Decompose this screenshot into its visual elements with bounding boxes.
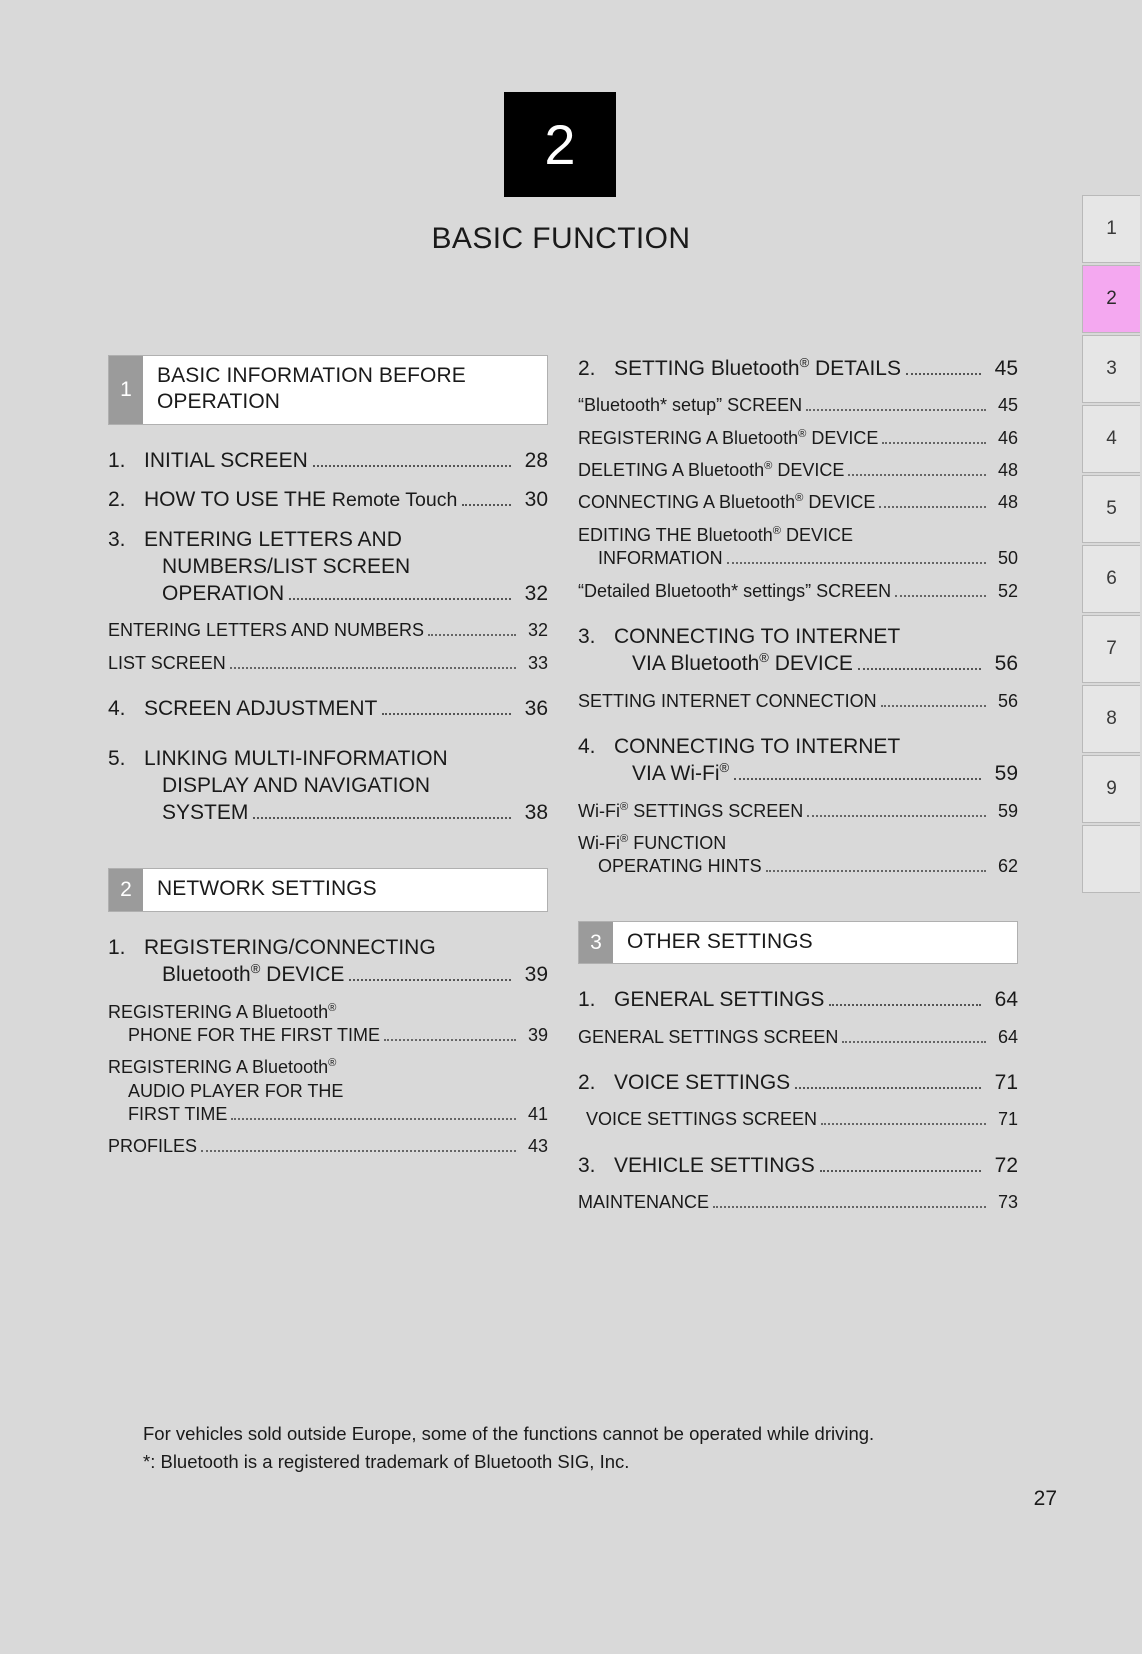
entry-number: 4.: [578, 735, 596, 759]
leader-dots: [201, 1150, 516, 1152]
leader-dots: [766, 870, 986, 872]
subentry-page: 52: [997, 580, 1018, 601]
registered-mark: ®: [250, 961, 261, 977]
entry-label: VEHICLE SETTINGS: [614, 1153, 815, 1177]
toc-entry-connecting-internet-via-wifi[interactable]: [578, 733, 1018, 788]
chapter-tab-label: 7: [1106, 638, 1117, 659]
entry-label-part2: DETAILS: [809, 357, 901, 380]
chapter-tab-strip: [1082, 195, 1142, 895]
subentry-label: PROFILES: [108, 1136, 198, 1157]
subentry-label-part1: Wi-Fi: [578, 800, 620, 821]
toc-entry-screen-adjustment[interactable]: [108, 695, 548, 722]
footnote-line-1: For vehicles sold outside Europe, some of the functions cannot be operated while driving.: [143, 1423, 875, 1444]
chapter-tab-label: 9: [1106, 778, 1117, 799]
entry-label-line1: REGISTERING/CONNECTING: [144, 935, 436, 959]
subentry-label-line1: [578, 832, 1018, 855]
toc-entry-general-settings[interactable]: [578, 986, 1018, 1013]
entry-label-part2: DEVICE: [768, 652, 853, 676]
entry-page: 39: [524, 963, 548, 987]
entry-label-part1: HOW TO USE THE: [144, 488, 332, 512]
toc-entry-linking-multi-information[interactable]: [108, 745, 548, 827]
toc-subentry-profiles[interactable]: [108, 1135, 548, 1158]
entry-page: 45: [994, 357, 1018, 380]
subentry-page: 64: [997, 1026, 1018, 1047]
leader-dots: [895, 595, 986, 597]
footnotes: [143, 1420, 1003, 1476]
footnote-line-2: *: Bluetooth is a registered trademark of Bluetooth SIG, Inc.: [143, 1450, 630, 1472]
chapter-tab-4[interactable]: [1082, 405, 1140, 473]
entry-number: 2.: [108, 488, 126, 512]
subentry-label-part2: DEVICE: [806, 427, 879, 448]
toc-subentry-list-screen[interactable]: [108, 652, 548, 675]
subentry-label-part1: Wi-Fi: [578, 833, 620, 853]
entry-page: 36: [524, 697, 548, 721]
subentry-page: 71: [997, 1109, 1018, 1130]
entry-number: 4.: [108, 697, 126, 721]
entry-label-part1: SETTING Bluetooth: [614, 357, 800, 380]
leader-dots: [727, 562, 986, 564]
toc-subentry-deleting-bluetooth-device[interactable]: [578, 459, 1018, 482]
subentry-label-part2: FUNCTION: [628, 833, 727, 853]
subentry-page: 56: [997, 690, 1018, 711]
toc-entry-entering-letters[interactable]: [108, 526, 548, 608]
registered-mark: ®: [772, 524, 781, 537]
toc-entry-voice-settings[interactable]: [578, 1069, 1018, 1096]
toc-entry-setting-bluetooth-details[interactable]: [578, 355, 1018, 382]
entry-label-line2: [614, 760, 729, 787]
subentry-label: MAINTENANCE: [578, 1191, 710, 1212]
subentry-label: [578, 459, 844, 482]
entry-label-line1: ENTERING LETTERS AND: [144, 527, 402, 551]
entry-number: 1.: [578, 988, 596, 1012]
entry-page: 30: [524, 488, 548, 512]
leader-dots: [821, 1123, 986, 1125]
entry-label-line2: [614, 650, 853, 677]
subentry-page: 39: [527, 1024, 548, 1045]
page-number: 27: [1033, 1487, 1057, 1510]
chapter-tab-blank: [1082, 825, 1140, 893]
leader-dots: [820, 1170, 981, 1172]
entry-page: 59: [994, 762, 1018, 786]
entry-label-part1: VIA Bluetooth: [632, 652, 760, 676]
section-title: NETWORK SETTINGS: [157, 877, 377, 901]
entry-label-line3: OPERATION: [162, 582, 285, 606]
subentry-label-part1: REGISTERING A Bluetooth: [578, 427, 799, 448]
leader-dots: [230, 667, 516, 669]
subentry-label: “Bluetooth* setup” SCREEN: [578, 395, 803, 416]
registered-mark: ®: [719, 760, 730, 776]
leader-dots: [881, 705, 986, 707]
subentry-label-line2: OPERATING HINTS: [598, 856, 762, 877]
entry-page: 56: [994, 652, 1018, 676]
toc-subentry-maintenance[interactable]: [578, 1191, 1018, 1214]
section-header-network-settings: [108, 868, 548, 911]
entry-page: 28: [524, 448, 548, 472]
leader-dots: [349, 979, 511, 981]
section-number: 1: [109, 356, 143, 424]
chapter-tab-9[interactable]: [1082, 755, 1140, 823]
toc-entry-initial-screen[interactable]: [108, 447, 548, 474]
section-header-other-settings: [578, 921, 1018, 964]
toc-subentry-bluetooth-setup-screen[interactable]: [578, 394, 1018, 417]
section-number: 3: [579, 922, 613, 963]
section-title: BASIC INFORMATION BEFORE OPERATION: [157, 364, 466, 414]
chapter-tab-1[interactable]: [1082, 195, 1140, 263]
registered-mark: ®: [795, 492, 804, 505]
subentry-label-line2: INFORMATION: [598, 548, 723, 569]
entry-number: 3.: [578, 1153, 596, 1177]
subentry-label-part: REGISTERING A Bluetooth: [108, 1057, 329, 1078]
subentry-label-part: REGISTERING A Bluetooth: [108, 1001, 329, 1022]
chapter-tab-label: 8: [1106, 708, 1117, 729]
entry-label-line2: [144, 961, 344, 988]
leader-dots: [882, 442, 986, 444]
toc-right-column: [578, 355, 1018, 1223]
entry-number: 5.: [108, 746, 126, 770]
toc-left-column: [108, 355, 548, 1168]
entry-label: GENERAL SETTINGS: [614, 988, 825, 1012]
entry-label-bluetooth: Bluetooth: [162, 963, 251, 987]
subentry-label-line1: [108, 1001, 548, 1024]
leader-dots: [842, 1041, 986, 1043]
chapter-tab-3[interactable]: [1082, 335, 1140, 403]
toc-subentry-entering-letters-numbers[interactable]: [108, 619, 548, 642]
subentry-page: 46: [997, 427, 1018, 448]
entry-number: 3.: [108, 527, 126, 551]
leader-dots: [829, 1004, 981, 1006]
page-title: BASIC FUNCTION: [431, 222, 691, 255]
chapter-tab-label: 6: [1106, 568, 1117, 589]
chapter-tab-label: 4: [1106, 428, 1117, 449]
toc-subentry-connecting-bluetooth-device[interactable]: [578, 491, 1018, 514]
entry-page: 71: [994, 1070, 1018, 1094]
entry-label-line3: SYSTEM: [162, 801, 249, 825]
chapter-tab-5[interactable]: [1082, 475, 1140, 543]
leader-dots: [462, 504, 511, 506]
chapter-number: 2: [544, 113, 576, 176]
chapter-tab-label: 2: [1106, 288, 1117, 309]
chapter-tab-6[interactable]: [1082, 545, 1140, 613]
entry-number: 2.: [578, 1070, 596, 1094]
toc-entry-vehicle-settings[interactable]: [578, 1152, 1018, 1179]
leader-dots: [253, 817, 511, 819]
subentry-label-line2: AUDIO PLAYER FOR THE: [128, 1080, 344, 1101]
subentry-page: 48: [997, 492, 1018, 513]
entry-label-line1: CONNECTING TO INTERNET: [614, 625, 901, 649]
subentry-label: VOICE SETTINGS SCREEN: [586, 1109, 818, 1130]
subentry-page: 62: [997, 856, 1018, 877]
chapter-tab-label: 5: [1106, 498, 1117, 519]
subentry-page: 33: [527, 652, 548, 673]
entry-number: 2.: [578, 357, 596, 380]
leader-dots: [734, 778, 981, 780]
leader-dots: [382, 713, 511, 715]
entry-label: INITIAL SCREEN: [144, 448, 308, 472]
leader-dots: [806, 409, 986, 411]
subentry-label: GENERAL SETTINGS SCREEN: [578, 1026, 839, 1047]
entry-page: 38: [524, 801, 548, 825]
subentry-label: ENTERING LETTERS AND NUMBERS: [108, 620, 425, 641]
toc-entry-how-to-use-remote-touch[interactable]: [108, 486, 548, 513]
toc-subentry-setting-internet-connection[interactable]: [578, 690, 1018, 713]
toc-subentry-registering-bluetooth-audio-player[interactable]: [108, 1056, 548, 1126]
leader-dots: [384, 1039, 516, 1041]
registered-mark: ®: [619, 800, 629, 813]
leader-dots: [807, 815, 986, 817]
toc-subentry-wifi-function-operating-hints[interactable]: [578, 832, 1018, 879]
subentry-label-line3: FIRST TIME: [128, 1104, 228, 1125]
subentry-label-line1: [108, 1056, 548, 1079]
entry-number: 1.: [108, 935, 126, 959]
registered-mark: ®: [764, 460, 773, 473]
registered-mark: ®: [799, 355, 810, 370]
entry-number: 3.: [578, 625, 596, 649]
subentry-label-part1: EDITING THE Bluetooth: [578, 524, 773, 545]
leader-dots: [713, 1206, 986, 1208]
subentry-label-part2: SETTINGS SCREEN: [628, 800, 804, 821]
entry-label-device: DEVICE: [260, 963, 345, 987]
subentry-label: SETTING INTERNET CONNECTION: [578, 690, 877, 711]
entry-label: [614, 355, 901, 382]
entry-number: 1.: [108, 448, 126, 472]
chapter-tab-label: 3: [1106, 358, 1117, 379]
chapter-tab-label: 1: [1106, 218, 1117, 239]
toc-subentry-voice-settings-screen[interactable]: [578, 1108, 1018, 1131]
leader-dots: [289, 598, 511, 600]
subentry-label: “Detailed Bluetooth* settings” SCREEN: [578, 580, 892, 601]
leader-dots: [231, 1118, 516, 1120]
registered-mark: ®: [759, 650, 769, 666]
entry-page: 64: [994, 988, 1018, 1012]
subentry-page: 59: [997, 800, 1018, 821]
toc-subentry-detailed-bluetooth-settings-screen[interactable]: [578, 580, 1018, 603]
toc-subentry-editing-bluetooth-device-information[interactable]: [578, 524, 1018, 571]
leader-dots: [879, 506, 986, 508]
subentry-label-part2: DEVICE: [780, 524, 854, 545]
chapter-tab-8[interactable]: [1082, 685, 1140, 753]
entry-label-line2: NUMBERS/LIST SCREEN: [162, 554, 411, 578]
subentry-page: 50: [997, 548, 1018, 569]
registered-mark: ®: [798, 427, 807, 440]
leader-dots: [428, 634, 516, 636]
section-number: 2: [109, 869, 143, 910]
leader-dots: [858, 668, 981, 670]
entry-page: 72: [994, 1153, 1018, 1177]
registered-mark: ®: [328, 1057, 337, 1070]
registered-mark: ®: [328, 1001, 337, 1014]
entry-label-part1: VIA Wi-Fi: [632, 762, 720, 786]
subentry-label-part2: DEVICE: [803, 492, 876, 513]
leader-dots: [313, 465, 511, 467]
subentry-label: LIST SCREEN: [108, 652, 226, 673]
subentry-label-part1: CONNECTING A Bluetooth: [578, 492, 796, 513]
leader-dots: [795, 1087, 981, 1089]
subentry-page: 43: [527, 1136, 548, 1157]
subentry-label: [578, 491, 875, 514]
toc-subentry-registering-bluetooth-phone[interactable]: [108, 1001, 548, 1048]
subentry-page: 32: [527, 620, 548, 641]
entry-label: SCREEN ADJUSTMENT: [144, 697, 378, 721]
toc-subentry-wifi-settings-screen[interactable]: [578, 800, 1018, 823]
leader-dots: [848, 474, 986, 476]
entry-label: VOICE SETTINGS: [614, 1070, 791, 1094]
toc-entry-registering-connecting-bluetooth-device[interactable]: [108, 934, 548, 989]
subentry-label: [578, 427, 878, 450]
chapter-tab-7[interactable]: [1082, 615, 1140, 683]
chapter-tab-2[interactable]: [1082, 265, 1140, 333]
subentry-label: [578, 800, 803, 823]
chapter-number-box: [504, 92, 616, 197]
subentry-page: 48: [997, 460, 1018, 481]
entry-label-line1: CONNECTING TO INTERNET: [614, 735, 901, 759]
toc-entry-connecting-internet-via-bluetooth[interactable]: [578, 623, 1018, 678]
subentry-label-part1: DELETING A Bluetooth: [578, 460, 765, 481]
subentry-page: 45: [997, 395, 1018, 416]
toc-subentry-registering-bluetooth-device[interactable]: [578, 427, 1018, 450]
registered-mark: ®: [619, 833, 629, 845]
subentry-label-line1: [578, 524, 1018, 547]
entry-label-line2: DISPLAY AND NAVIGATION: [162, 773, 431, 797]
subentry-page: 41: [527, 1104, 548, 1125]
entry-label-line1: LINKING MULTI-INFORMATION: [144, 746, 448, 770]
entry-label-part2: Remote Touch: [331, 489, 458, 512]
entry-page: 32: [524, 582, 548, 606]
subentry-label-line2: PHONE FOR THE FIRST TIME: [128, 1024, 381, 1045]
section-header-basic-information: [108, 355, 548, 425]
leader-dots: [906, 373, 981, 375]
toc-subentry-general-settings-screen[interactable]: [578, 1026, 1018, 1049]
section-title: OTHER SETTINGS: [627, 929, 813, 953]
entry-label: [144, 486, 457, 513]
subentry-page: 73: [997, 1191, 1018, 1212]
subentry-label-part2: DEVICE: [772, 460, 845, 481]
